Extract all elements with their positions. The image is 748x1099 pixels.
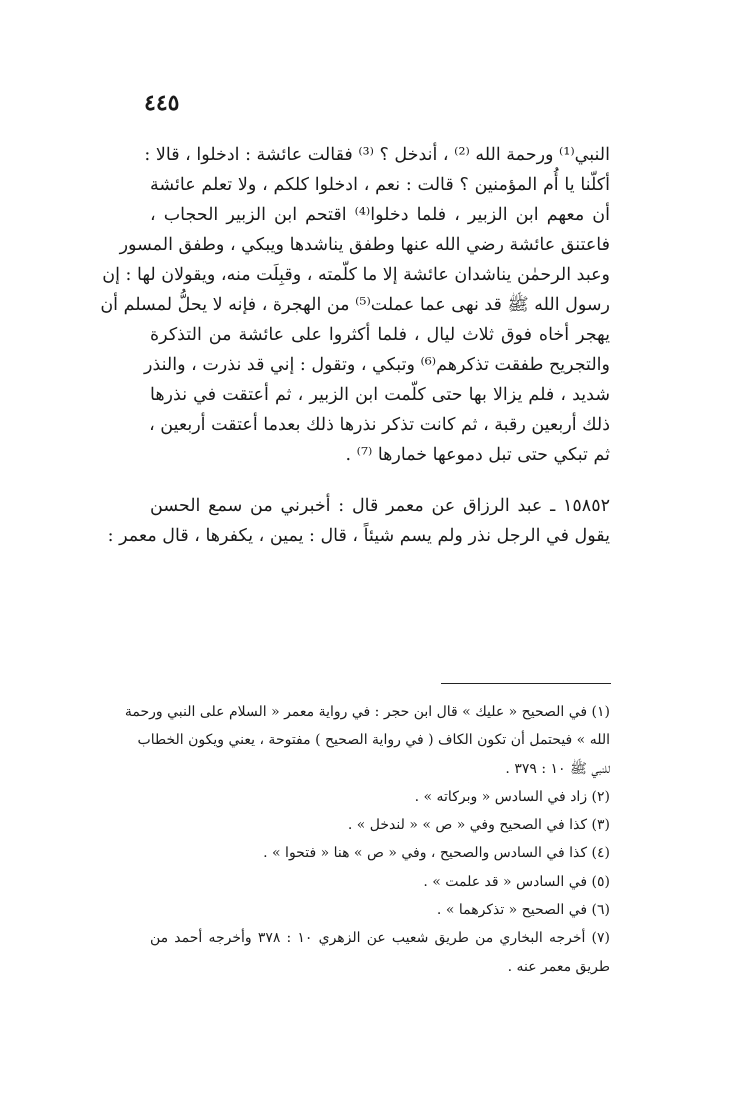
main-text — [100, 140, 610, 551]
footnotes — [124, 698, 610, 981]
footnote-line: (٦) في الصحيح « تذكرهما » . — [436, 902, 610, 919]
footnote-line: الله » فيحتمل أن تكون الكاف ( في رواية الصحيح ) مفتوحة ، يعني ويكون الخطاب — [137, 732, 610, 749]
main-text-line: النبي⁽¹⁾ ورحمة الله ⁽²⁾ ، أندخل ؟ ⁽³⁾ فقالت عائشة : ادخلوا ، قالا : — [144, 145, 610, 165]
page-number: ٤٤٥ — [144, 90, 180, 116]
footnote-divider — [441, 683, 611, 684]
main-text-line: يهجر أخاه فوق ثلاث ليال ، فلما أكثروا على عائشة من التذكرة — [150, 325, 610, 345]
main-text-line: وعبد الرحمٰن يناشدان عائشة إلا ما كلّمته ، وقبِلَت منه، ويقولان لها : إن — [102, 265, 610, 285]
main-text-line: ذلك أربعين رقبة ، ثم كانت تذكر نذرها ذلك بعدما أعتقت أربعين ، — [149, 415, 610, 435]
footnote-line: للنبي ﷺ ١٠ : ٣٧٩ . — [505, 760, 610, 777]
paragraph-gap — [150, 470, 610, 491]
footnote-line: (٧) أخرجه البخاري من طريق شعيب عن الزهري ١٠ : ٣٧٨ وأخرجه أحمد من — [150, 930, 610, 947]
main-text-line: فاعتنق عائشة رضي الله عنها وطفق يناشدها ويبكي ، وطفق المسور — [119, 235, 610, 255]
footnote-line: طريق معمر عنه . — [507, 958, 610, 975]
main-text-line: أكلّنا يا أُم المؤمنين ؟ قالت : نعم ، ادخلوا كلكم ، ولا تعلم عائشة — [150, 175, 610, 195]
footnote-line: (١) في الصحيح « عليك » قال ابن حجر : في رواية معمر « السلام على النبي ورحمة — [124, 704, 610, 720]
main-text-line: رسول الله ﷺ قد نهى عما عملت⁽⁵⁾ من الهجرة ، فإنه لا يحلُّ لمسلم أن — [100, 295, 610, 315]
main-text-line: أن معهم ابن الزبير ، فلما دخلوا⁽⁴⁾ اقتحم ابن الزبير الحجاب ، — [150, 205, 610, 225]
footnote-line: (٥) في السادس « قد علمت » . — [423, 873, 610, 890]
footnote-line: (٢) زاد في السادس « وبركاته » . — [414, 788, 610, 805]
main-text-line: والتجريح طفقت تذكرهم⁽⁶⁾ وتبكي ، وتقول : إني قد نذرت ، والنذر — [144, 355, 610, 375]
main-text-line: ثم تبكي حتى تبل دموعها خمارها ⁽⁷⁾ . — [345, 445, 610, 465]
footnote-line: (٤) كذا في السادس والصحيح ، وفي « ص » هنا « فتحوا » . — [263, 845, 610, 862]
main-text-line: شديد ، فلم يزالا بها حتى كلّمت ابن الزبير ، ثم أعتقت في نذرها — [150, 385, 610, 405]
entry-line: ١٥٨٥٢ ـ عبد الرزاق عن معمر قال : أخبرني من سمع الحسن — [150, 496, 610, 516]
footnote-line: (٣) كذا في الصحيح وفي « ص » « لندخل » . — [347, 817, 610, 834]
entry-line: يقول في الرجل نذر ولم يسم شيئاً ، قال : يمين ، يكفرها ، قال معمر : — [107, 526, 610, 546]
